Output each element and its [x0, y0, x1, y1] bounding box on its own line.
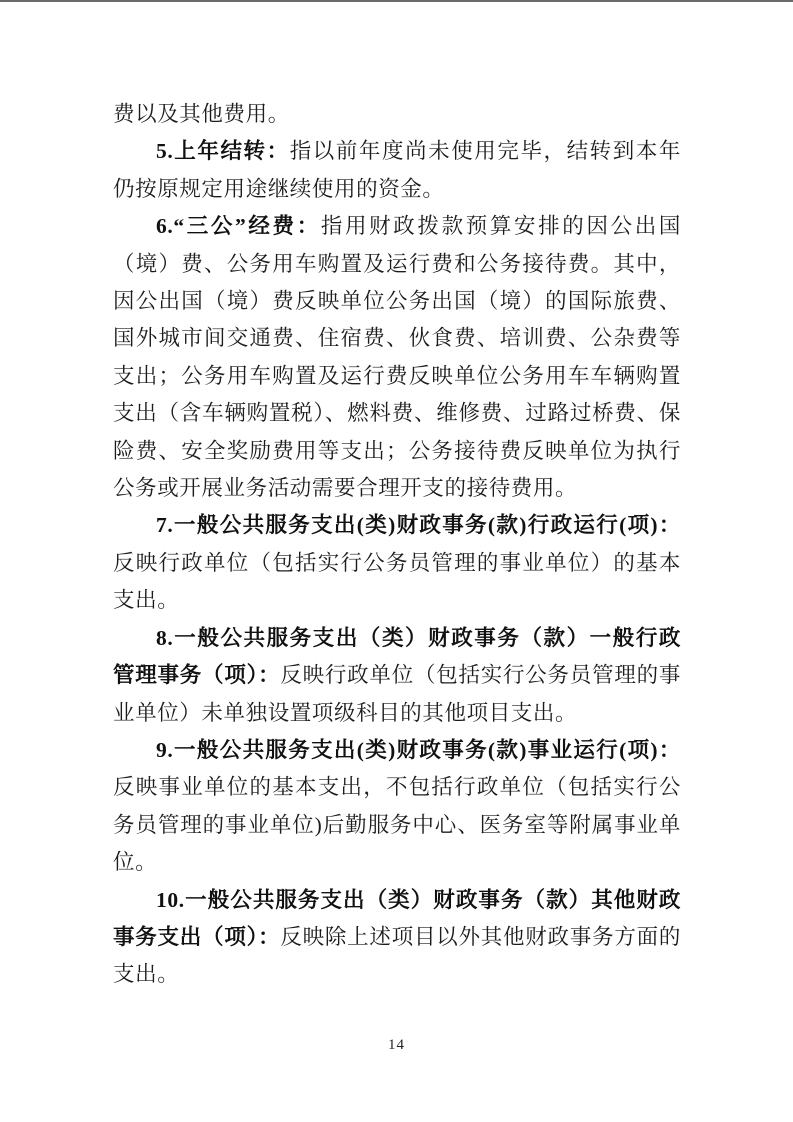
paragraph-item-10 — [113, 882, 681, 994]
paragraph-item-5 — [113, 133, 681, 208]
term-label: 5.上年结转： — [156, 139, 290, 164]
paragraph-item-6 — [113, 208, 681, 507]
term-label: 9.一般公共服务支出(类)财政事务(款)事业运行(项)： — [156, 737, 681, 762]
scan-edge-line — [0, 0, 793, 2]
definition-text: 反映行政单位（包括实行公务员管理的事业单位）的基本支出。 — [113, 550, 681, 613]
paragraph-continued — [113, 96, 681, 133]
page-footer — [0, 1036, 793, 1054]
definition-text: 费以及其他费用。 — [113, 102, 290, 126]
paragraph-item-8 — [113, 620, 681, 732]
definition-text: 指以前年度尚未使用完毕，结转到本年仍按原规定用途继续使用的资金。 — [113, 139, 682, 201]
term-label: 6.“三公”经费： — [156, 214, 321, 239]
document-body — [113, 96, 681, 994]
definition-text: 反映行政单位（包括实行公务员管理的事业单位）未单独设置项级科目的其他项目支出。 — [113, 663, 681, 725]
definition-text: 反映除上述项目以外其他财政事务方面的支出。 — [113, 924, 681, 987]
definition-text: 反映事业单位的基本支出，不包括行政单位（包括实行公务员管理的事业单位)后勤服务中心、医务室等附属事业单位。 — [113, 775, 681, 875]
paragraph-item-7 — [113, 507, 681, 619]
paragraph-item-9 — [113, 732, 681, 882]
definition-text: 指用财政拨款预算安排的因公出国（境）费、公务用车购置及运行费和公务接待费。其中，因公出国（境）费反映单位公务出国（境）的国际旅费、国外城市间交通费、住宿费、伙食费、培训费、公杂费等支出；公务用车购置及运行费反映单位公务用车车辆购置支出（含车辆购置税）、燃料费、维修费、过路过桥费、保险费、安全奖励费用等支出；公务接待费反映单位为执行公务或开展业务活动需要合理开支的接待费用。 — [113, 214, 681, 501]
term-label: 7.一般公共服务支出(类)财政事务(款)行政运行(项)： — [156, 513, 681, 538]
page-number: 14 — [388, 1037, 405, 1053]
term-label: 10.一般公共服务支出（类）财政事务（款）其他财政事务支出（项）： — [113, 887, 681, 949]
term-label: 8.一般公共服务支出（类）财政事务（款）一般行政管理事务（项）： — [113, 625, 681, 688]
